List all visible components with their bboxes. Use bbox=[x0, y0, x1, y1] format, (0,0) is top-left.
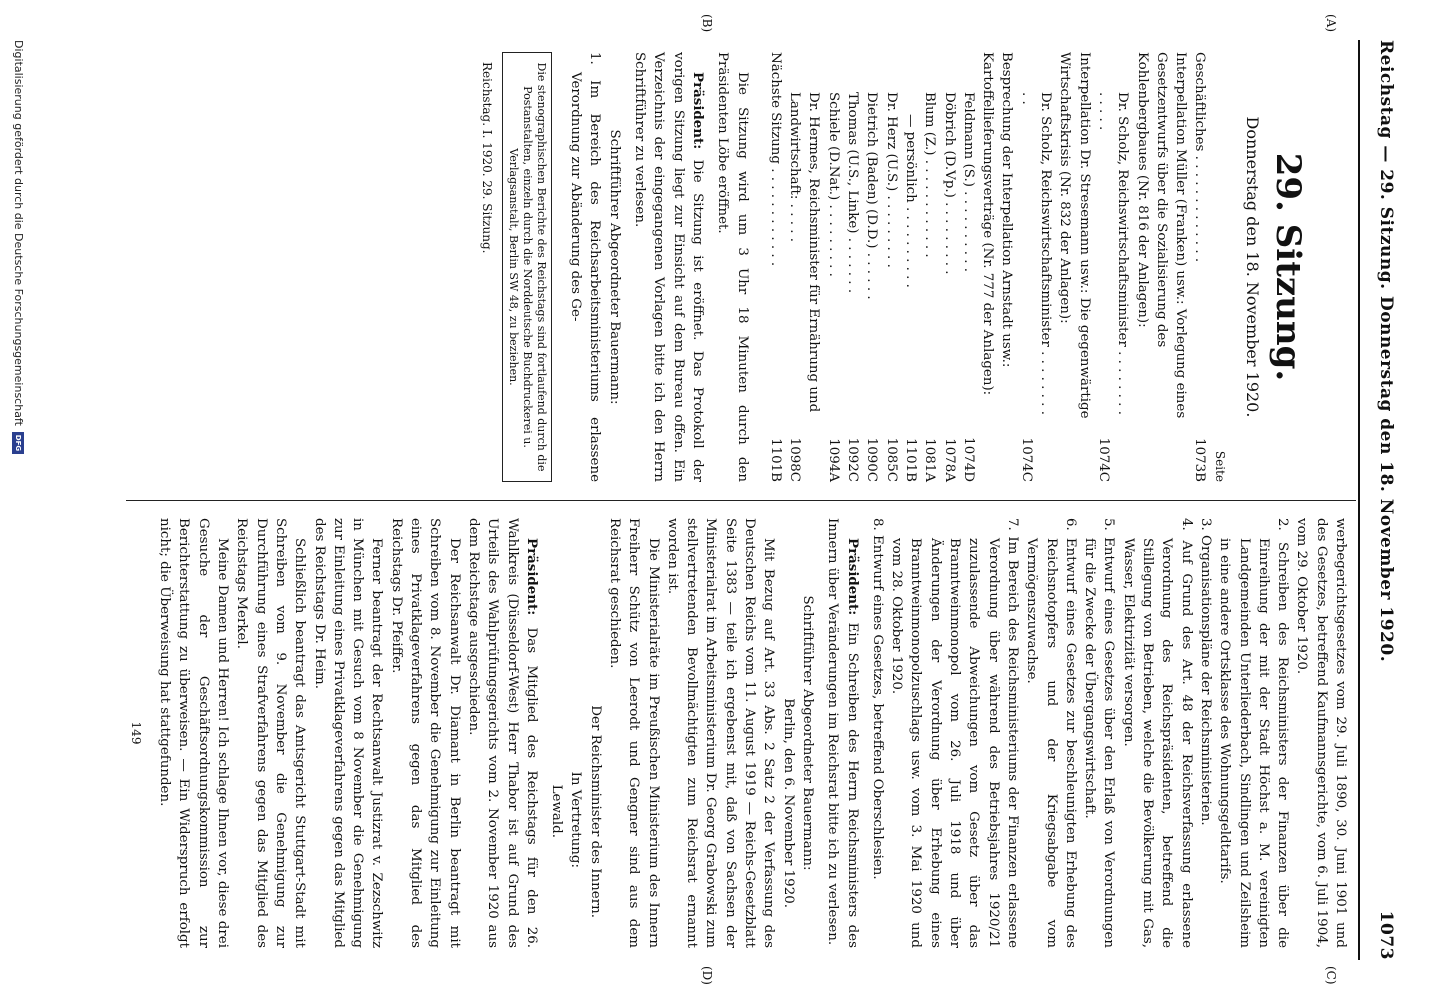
toc-entry-page: 1073B bbox=[1192, 438, 1208, 482]
list-item: 6. Entwurf eines Gesetzes zur beschleunigten Erhebung des Reichsnotopfers und der Kriegsabgabe vom Vermögenszuwachse. bbox=[1024, 518, 1078, 948]
toc-entry-page: 1074D bbox=[960, 437, 976, 482]
toc-entry bbox=[1132, 52, 1190, 482]
secretary-heading: Schriftführer Abgeordneter Bauermann: bbox=[799, 595, 815, 871]
toc-entry bbox=[862, 52, 881, 482]
digitization-credit bbox=[12, 40, 25, 454]
toc-entry-text: Nächste Sitzung . . . . . . . . . . . . bbox=[767, 52, 783, 267]
president-remark-1 bbox=[823, 518, 862, 948]
paragraph: Der Reichsanwalt Dr. Diamant in Berlin beantragt mit Schreiben vom 8. November die Genehmigung zur Einleitung eines Privatklageverfahrens gegen das Mitglied des Reichstags Dr. Pfeiffer. bbox=[388, 518, 462, 948]
toc-entry bbox=[823, 52, 842, 482]
toc-entry bbox=[843, 52, 862, 482]
toc-entry bbox=[766, 52, 785, 482]
toc-entry-page: 1101B bbox=[902, 438, 918, 482]
margin-marker-b: (B) bbox=[700, 14, 714, 33]
session-title: 29. Sitzung. bbox=[1268, 152, 1308, 382]
speech-text: Ein Schreiben des Herrn Reichsministers des Innern über Veränderungen im Reichsrat bitte ich zu verlesen. bbox=[825, 518, 860, 948]
list-item: 5. Entwurf eines Gesetzes über den Erlaß von Verordnungen für die Zwecke der Übergangswirtschaft. bbox=[1082, 518, 1117, 948]
letter-body: Mit Bezug auf Art. 33 Abs. 2 Satz 2 der Verfassung des Deutschen Reichs vom 11. August 1919 — Reichs-Gesetzblatt Seite 1383 — teile ich ergebenst mit, daß von Sachsen der Ministerialrat im Arbeitsministerium Dr. Georg Grabowski zum stellvertretenden Bevollmächtigten zum Reichsrat ernannt worden ist. bbox=[664, 518, 777, 948]
toc-entry-page: 1085C bbox=[883, 437, 899, 482]
letter-signature-name: Lewald. bbox=[549, 784, 565, 838]
list-item: 8. Entwurf eines Gesetzes, betreffend Oberschlesien. bbox=[869, 518, 885, 880]
secretary-heading: Schriftführer Abgeordneter Bauermann: bbox=[606, 129, 622, 405]
toc-entry bbox=[901, 52, 920, 482]
toc-entry-page: 1101B bbox=[767, 438, 783, 482]
toc-entry-page: 1074C bbox=[1095, 437, 1111, 482]
column-divider bbox=[126, 500, 1356, 501]
sheet-number: 149 bbox=[128, 721, 143, 745]
toc-entry-text: Döbrich (D.Vp.) . . . . . . . . . bbox=[941, 92, 957, 275]
toc-entry-text: Interpellation Dr. Stresemann usw.: Die gegenwärtige Wirtschaftskrisis (Nr. 832 der Anlagen): bbox=[1057, 52, 1092, 419]
list-item: 3. Organisationspläne der Reichsministerien. bbox=[1197, 518, 1213, 826]
header-rule bbox=[1358, 40, 1360, 960]
toc-entry-text: Dr. Herz (U.S.) . . . . . . . . . bbox=[883, 92, 899, 268]
toc-entry bbox=[1016, 52, 1055, 482]
paragraph: Meine Damen und Herren! Ich schlage Ihnen vor, diese drei Gesuche der Geschäftsordnungskommission zur Berichterstattung zu überweisen. — Ein Widerspruch erfolgt nicht; die Überweisung hat stattgefunden. bbox=[157, 518, 231, 948]
toc-entry bbox=[1055, 52, 1094, 482]
distribution-notice: Die stenographischen Berichte des Reichstags sind fortlaufend durch die Postanstalten, einzeln durch die Norddeutsche Buchdruckerei u. Verlagsanstalt, Berlin SW 48, zu beziehen. bbox=[502, 52, 552, 482]
toc-entry-page: 1081A bbox=[922, 438, 938, 482]
toc-entry bbox=[881, 52, 900, 482]
toc-entry-text: Geschäftliches . . . . . . . . . . . . . bbox=[1192, 52, 1208, 263]
header-page-number: 1073 bbox=[1376, 910, 1396, 960]
dfg-logo-icon: DFG bbox=[13, 432, 25, 454]
letter-date: Berlin, den 6. November 1920. bbox=[780, 698, 796, 908]
list-item: 1. Im Bereich des Reichsarbeitsministeriums erlassene Verordnung zur Abänderung des Ge- bbox=[568, 52, 603, 482]
toc-entry-page: 1090C bbox=[864, 437, 880, 482]
toc-entry-page: 1092C bbox=[845, 437, 861, 482]
toc-entry-text: Dietrich (Baden) (D.D.) . . . . . . bbox=[864, 92, 880, 300]
speaker-label: Präsident: bbox=[844, 538, 861, 616]
credit-text: Digitalisierung gefördert durch die Deutsche Forschungsgemeinschaft bbox=[12, 40, 25, 426]
toc-entry-page: 1094A bbox=[825, 438, 841, 482]
session-date: Donnerstag den 18. November 1920. bbox=[1243, 116, 1262, 418]
toc-entry bbox=[1094, 52, 1133, 482]
speech-text: Die Sitzung ist eröffnet. Das Protokoll der vorigen Sitzung liegt zur Einsicht auf dem Bureau offen. Ein Verzeichnis der eingegangenen Vorlagen bitte ich den Herrn Schriftführer zu verlesen. bbox=[632, 52, 705, 482]
toc-entry-text: Schiele (D.Nat.) . . . . . . . . . bbox=[825, 92, 841, 277]
speech-text: Das Mitglied des Reichstags für den 26. Wahlkreis (Düsseldorf-West) Herr Thabor ist auf Grund des Urteils des Wahlprüfungsgerichts vom 2. November 1920 aus dem Reichstage ausgeschieden. bbox=[465, 518, 539, 948]
right-column bbox=[126, 518, 1350, 948]
toc-entry bbox=[920, 52, 939, 482]
list-item: werbegerichtsgesetzes vom 29. Juli 1890, 30. Juni 1901 und des Gesetzes, betreffend Kaufmannsgerichte, vom 6. Juli 1904, vom 29. Oktober 1920. bbox=[1294, 518, 1348, 948]
toc-entry-text: Interpellation Müller (Franken) usw.: Vorlegung eines Gesetzentwurfs über die Sozialisierung des Kohlenbergbaues (Nr. 816 der Anlagen): bbox=[1134, 52, 1189, 419]
margin-marker-d: (D) bbox=[700, 966, 714, 985]
toc-entry-page: 1074C bbox=[1018, 437, 1034, 482]
toc-entry-text: Feldmann (S.) . . . . . . . . . . bbox=[960, 92, 976, 273]
left-column bbox=[477, 52, 1350, 482]
toc-page-label: Seite bbox=[1212, 450, 1227, 482]
margin-marker-a: (A) bbox=[1324, 14, 1338, 33]
toc-entry-page: 1078A bbox=[941, 438, 957, 482]
speaker-label: Präsident: bbox=[689, 72, 706, 150]
paragraph: Ferner beantragt der Rechtsanwalt Justizrat v. Zezschwitz in München mit Gesuch vom 8 November die Genehmigung zur Einleitung eines Privatklageverfahrens gegen das Mitglied des Reichstags Dr. Heim. bbox=[311, 518, 385, 948]
toc-entry bbox=[978, 52, 1017, 482]
toc-entry bbox=[1190, 52, 1209, 482]
letter-signature-proxy: In Vertretung: bbox=[568, 771, 584, 868]
list-item: 7. Im Bereich des Reichsministeriums der Finanzen erlassene Verordnung über während des Betriebsjahres 1920/21 zuzulassende Abweichungen vom Gesetz über das Branntweinmonopol vom 26. Juli 1918 und über Änderungen der Verordnung über Erhebung eines Branntweinmonopolzuschlags usw. vom 3. Mai 1920 und vom 28. Oktober 1920. bbox=[889, 518, 1020, 948]
toc-entry-text: — persönlich . . . . . . . . . . bbox=[902, 114, 918, 288]
toc-entry bbox=[939, 52, 958, 482]
toc-entry-text: Dr. Hermes, Reichsminister für Ernährung und Landwirtschaft: . . . . . bbox=[787, 92, 822, 413]
toc-entry-page: 1098C bbox=[787, 437, 803, 482]
list-item: 2. Schreiben des Reichsministers der Finanzen über die Einreihung der mit der Stadt Höchst a. M. vereinigten Landgemeinden Unterliederbach, Sindlingen und Zeilsheim in eine andere Ortsklasse des Wohnungsgeldtarifs. bbox=[1217, 518, 1291, 948]
toc-entry-text: Thomas (U.S., Linke) . . . . . . . bbox=[845, 92, 861, 294]
toc-entry-text: Dr. Scholz, Reichswirtschaftsminister . . . . . . . . . . . . . bbox=[1095, 92, 1131, 415]
running-header bbox=[1366, 40, 1396, 960]
president-remark-2 bbox=[464, 518, 541, 948]
toc-entry bbox=[959, 52, 978, 482]
letter-signature-title: Der Reichsminister des Innern. bbox=[587, 705, 603, 918]
signature-line: Reichstag. I. 1920. 29. Sitzung. bbox=[479, 62, 494, 254]
president-remark bbox=[630, 52, 707, 482]
submission-list bbox=[868, 518, 1350, 948]
toc-entry-text: Dr. Scholz, Reichswirtschaftsminister . . . . . . . . . . bbox=[1018, 92, 1054, 415]
toc-entry-text: Besprechung der Interpellation Arnstadt usw.: Kartoffellieferungsverträge (Nr. 777 der Anlagen): bbox=[980, 52, 1015, 396]
speaker-label: Präsident: bbox=[523, 538, 540, 616]
table-of-contents bbox=[766, 52, 1210, 482]
opening-statement: Die Sitzung wird um 3 Uhr 18 Minuten durch den Präsidenten Löbe eröffnet. bbox=[715, 52, 750, 482]
header-title: Reichstag — 29. Sitzung. Donnerstag den 18. November 1920. bbox=[1376, 40, 1396, 663]
letter-body-2: Die Ministerialräte im Preußischen Ministerium des Innern Freiherr Schütz von Leerodt und Gengner sind aus dem Reichsrat geschieden. bbox=[607, 518, 661, 948]
toc-entry bbox=[785, 52, 824, 482]
paragraph: Schließlich beantragt das Amtsgericht Stuttgart-Stadt mit Schreiben vom 9. November die Genehmigung zur Durchführung eines Strafverfahrens gegen das Mitglied des Reichstags Merkel. bbox=[234, 518, 308, 948]
list-item: 4. Auf Grund des Art. 48 der Reichsverfassung erlassene Verordnung des Reichspräsidenten, betreffend die Stillegung von Betrieben, welche die Bevölkerung mit Gas, Wasser, Elektrizität versorgen. bbox=[1120, 518, 1194, 948]
toc-entry-text: Blum (Z.) . . . . . . . . . . . . bbox=[922, 92, 938, 258]
margin-marker-c: (C) bbox=[1324, 966, 1338, 985]
